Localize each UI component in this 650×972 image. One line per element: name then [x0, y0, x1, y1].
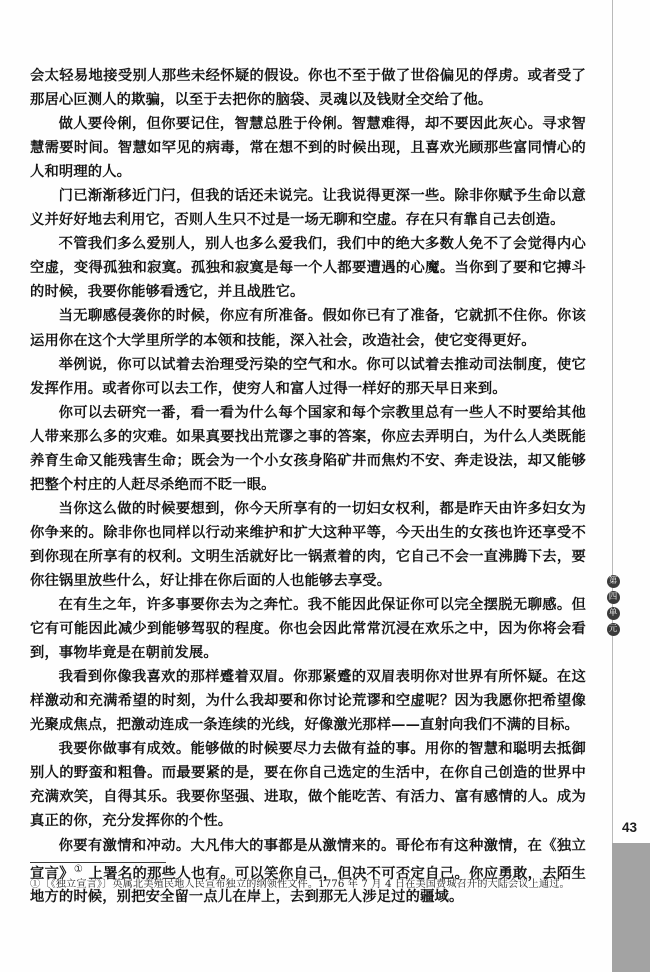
paragraph: 门已渐渐移近门闩，但我的话还未说完。让我说得更深一些。除非你赋予生命以意义并好好地去利用它，否则人生只不过是一场无聊和空虚。存在只有靠自己去创造。	[30, 188, 586, 229]
unit-tab-char-3: 单	[607, 607, 620, 620]
paragraph: 我要你做事有成效。能够做的时候要尽力去做有益的事。用你的智慧和聪明去抵御别人的野蛮和粗鲁。而最要紧的是，要在你自己选定的生活中，在你自己创造的世界中充满欢笑，自得其乐。我要你坚强、进取，做个能吃苦、有活力、富有感情的人。成为真正的你，充分发挥你的个性。	[30, 741, 586, 830]
margin-rule	[612, 0, 613, 843]
paragraph: 不管我们多么爱别人，别人也多么爱我们，我们中的绝大多数人免不了会觉得内心空虚，变得孤独和寂寞。孤独和寂寞是每一个人都要遭遇的心魔。当你到了要和它搏斗的时候，我要你能够看透它，并且战胜它。	[30, 236, 586, 301]
paragraph: 我看到你像我喜欢的那样蹙着双眉。你那紧蹙的双眉表明你对世界有所怀疑。在这样激动和充满希望的时刻，为什么我却要和你讨论荒谬和空虚呢？因为我愿你把希望像光聚成焦点，把激动连成一条连续的光线，好像激光那样——直射向我们不满的目标。	[30, 669, 586, 734]
page-number: 43	[622, 820, 638, 835]
paragraph: 举例说，你可以试着去治理受污染的空气和水。你可以试着去推动司法制度，使它发挥作用。或者你可以去工作，使穷人和富人过得一样好的那天早日来到。	[30, 356, 586, 397]
paragraph: 会太轻易地接受别人那些未经怀疑的假设。你也不至于做了世俗偏见的俘虏。或者受了那居心叵测人的欺骗，以至于去把你的脑袋、灵魂以及钱财全交给了他。	[30, 68, 586, 109]
paragraph-text-part2: 上署名的那些人也有。可以笑你自己，但决不可否定自己。你应勇敢，去陌生地方的时候，别把安全留一点儿在岸上，去到那无人涉足过的疆域。	[30, 865, 586, 906]
paragraph: 当无聊感侵袭你的时候，你应有所准备。假如你已有了准备，它就抓不住你。你该运用你在这个大学里所学的本领和技能，深入社会，改造社会，使它变得更好。	[30, 308, 586, 349]
footnote-zone	[30, 862, 586, 892]
footnote-text: ①〔《独立宣言》〕英属北美殖民地人民宣布独立的纲领性文件。1776 年 7 月 4 日在美国费城召开的大陆会议上通过。	[30, 879, 570, 890]
footnote-separator-rule	[30, 862, 166, 863]
paragraph: 你可以去研究一番，看一看为什么每个国家和每个宗教里总有一些人不时要给其他人带来那么多的灾难。如果真要找出荒谬之事的答案，你应去弄明白，为什么人类既能养育生命又能残害生命；既会为一个小女孩身陷矿井而焦灼不安、奔走设法，却又能够把整个村庄的人赶尽杀绝而不眨一眼。	[30, 404, 586, 493]
unit-gray-block	[612, 843, 650, 972]
paragraph: 在有生之年，许多事要你去为之奔忙。我不能因此保证你可以完全摆脱无聊感。但它有可能因此减少到能够驾驭的程度。你也会因此常常沉浸在欢乐之中，因为你将会看到，事物毕竟是在朝前发展。	[30, 597, 586, 662]
body-text-column	[30, 64, 586, 909]
unit-tab-vertical	[606, 575, 620, 636]
paragraph: 做人要伶俐，但你要记住，智慧总胜于伶俐。智慧难得，却不要因此灰心。寻求智慧需要时间。智慧如罕见的病毒，常在想不到的时候出现，且喜欢光顾那些富同情心的人和明理的人。	[30, 116, 586, 181]
unit-tab-char-1: 第	[607, 575, 620, 588]
unit-tab-char-4: 元	[607, 623, 620, 636]
paragraph: 当你这么做的时候要想到，你今天所享有的一切妇女权利，都是昨天由许多妇女为你争来的。除非你也同样以行动来维护和扩大这种平等，今天出生的女孩也许还享受不到你现在所享有的权利。文明生活就好比一锅煮着的肉，它自己不会一直沸腾下去，要你往锅里放些什么，好让排在你后面的人也能够去享受。	[30, 500, 586, 589]
paragraph-text-part1: 你要有激情和冲动。大凡伟大的事都是从激情来的。哥伦布有这种激情，在《独立宣言》	[30, 837, 586, 882]
footnote-reference-mark[interactable]: ①	[73, 863, 84, 875]
unit-tab-char-2: 四	[607, 591, 620, 604]
